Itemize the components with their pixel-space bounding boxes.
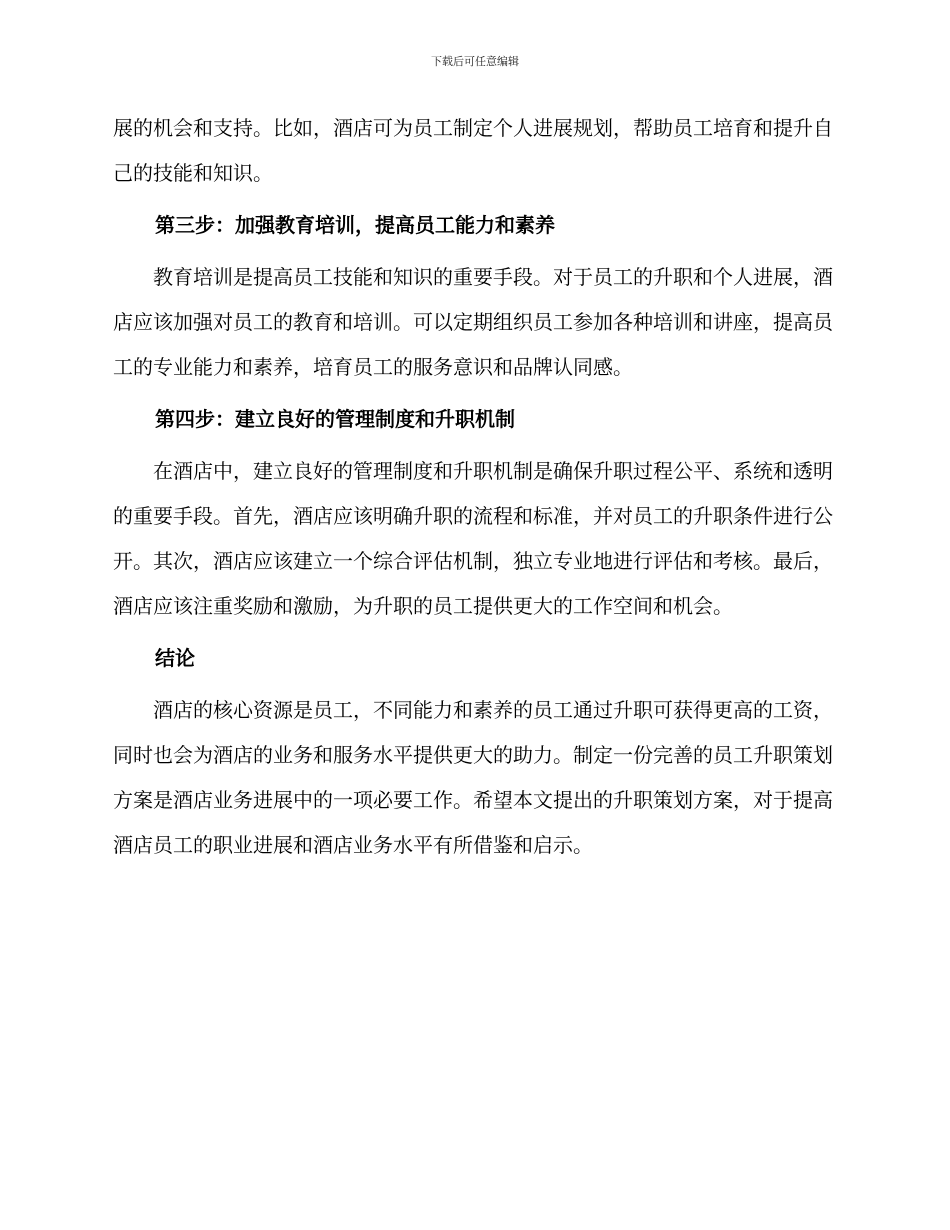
paragraph-step-three: 教育培训是提高员工技能和知识的重要手段。对于员工的升职和个人进展，酒店应该加强对员工的教育和培训。可以定期组织员工参加各种培训和讲座，提高员工的专业能力和素养，培育员工的服务意识和品牌认同感。 [113,265,833,379]
paragraph-step-four: 在酒店中，建立良好的管理制度和升职机制是确保升职过程公平、系统和透明的重要手段。首先，酒店应该明确升职的流程和标准，并对员工的升职条件进行公开。其次，酒店应该建立一个综合评估机制，独立专业地进行评估和考核。最后，酒店应该注重奖励和激励，为升职的员工提供更大的工作空间和机会。 [113,459,833,618]
section-heading-step-four: 第四步：建立良好的管理制度和升职机制 [155,407,515,431]
paragraph-conclusion: 酒店的核心资源是员工，不同能力和素养的员工通过升职可获得更高的工资，同时也会为酒店的业务和服务水平提供更大的助力。制定一份完善的员工升职策划方案是酒店业务进展中的一项必要工作。希望本文提出的升职策划方案，对于提高酒店员工的职业进展和酒店业务水平有所借鉴和启示。 [113,698,833,857]
document-body [113,106,833,868]
paragraph-continued: 展的机会和支持。比如，酒店可为员工制定个人进展规划，帮助员工培育和提升自己的技能和知识。 [113,116,833,185]
section-heading-conclusion: 结论 [155,646,195,670]
section-heading-step-three: 第三步：加强教育培训，提高员工能力和素养 [155,213,555,237]
page-header: 下载后可任意编辑 [431,55,519,68]
